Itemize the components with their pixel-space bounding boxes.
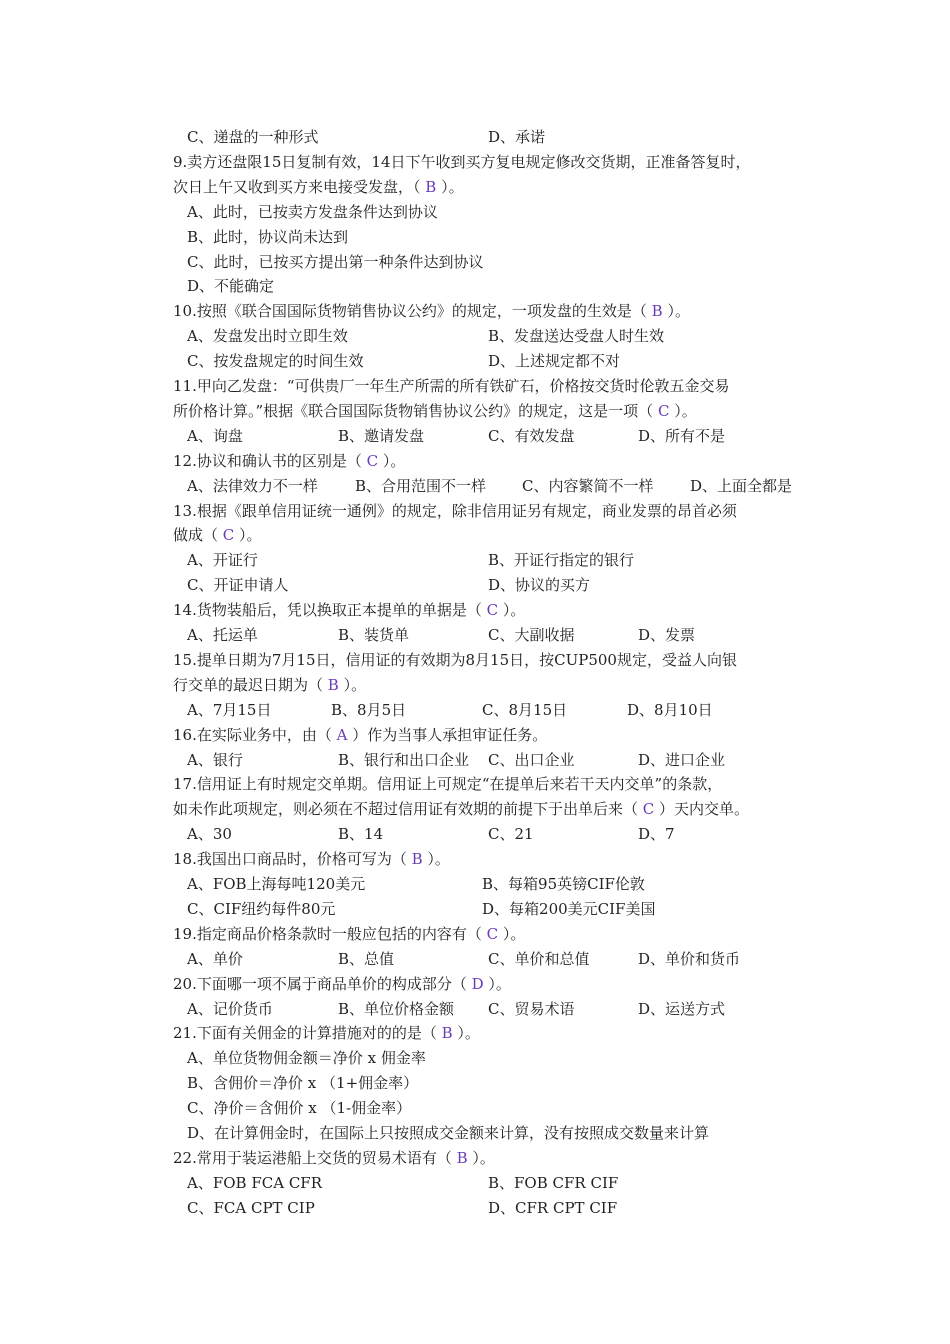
answer-option: C、内容繁简不一样 (522, 476, 654, 495)
question-text-tail: ）。 (467, 1148, 495, 1167)
answer-option: A、单价 (187, 949, 243, 968)
answer-letter: B (411, 850, 423, 869)
question-line (173, 449, 405, 474)
answer-option: A、此时，已按卖方发盘条件达到协议 (187, 202, 438, 221)
answer-option: B、8月5日 (331, 700, 407, 719)
answer-option: C、出口企业 (488, 750, 575, 769)
answer-option: A、FOB上海每吨120美元 (187, 875, 366, 893)
answer-option: D、每箱200美元CIF美国 (482, 899, 656, 918)
answer-option: A、托运单 (187, 626, 258, 644)
question-line (173, 175, 464, 200)
answer-option: C、净价＝含佣价 x （1-佣金率） (187, 1099, 412, 1118)
question-line (173, 922, 525, 947)
answer-option: C、贸易术语 (488, 999, 575, 1018)
answer-option: D、所有不是 (638, 426, 726, 445)
answer-option: A、30 (187, 825, 232, 844)
question-text: 17.信用证上有时规定交单期。信用证上可规定“在提单后来若干天内交单”的条款， (173, 775, 723, 794)
question-text: 12.协议和确认书的区别是（ (173, 451, 367, 470)
answer-option: D、承诺 (488, 128, 546, 146)
question-line (173, 723, 547, 748)
answer-letter: C (657, 401, 670, 420)
question-line (173, 399, 697, 424)
question-line (173, 1146, 495, 1171)
question-text-tail: ）。 (338, 675, 367, 694)
answer-option: D、发票 (638, 626, 696, 644)
answer-option: C、按发盘规定的时间生效 (187, 352, 364, 371)
answer-option: D、8月10日 (627, 700, 713, 719)
question-text-tail: ）。 (498, 601, 526, 620)
question-text-tail: ）。 (662, 302, 690, 321)
answer-option: D、协议的买方 (488, 576, 591, 595)
answer-letter: B (651, 302, 663, 321)
answer-letter: B (441, 1024, 453, 1043)
question-text-tail: ）。 (483, 974, 511, 993)
question-text: 22.常用于装运港船上交货的贸易术语有（ (173, 1148, 457, 1167)
question-text-tail: ）。 (422, 850, 450, 869)
answer-letter: C (486, 601, 499, 620)
question-text: 10.按照《联合国国际货物销售协议公约》的规定，一项发盘的生效是（ (173, 302, 652, 321)
answer-option: B、银行和出口企业 (338, 750, 470, 769)
answer-option: B、合用范围不一样 (355, 476, 487, 495)
answer-option: C、有效发盘 (488, 426, 575, 445)
question-text-tail: ）。 (378, 451, 406, 470)
answer-option: B、邀请发盘 (338, 426, 425, 445)
question-text: 做成（ (173, 526, 223, 545)
answer-letter: C (486, 924, 499, 943)
answer-option: A、7月15日 (187, 700, 272, 719)
answer-option: D、运送方式 (638, 999, 726, 1018)
answer-option: B、FOB CFR CIF (488, 1173, 619, 1192)
question-line (173, 523, 262, 548)
answer-option: B、单位价格金额 (338, 999, 455, 1018)
answer-option: C、此时，已按买方提出第一种条件达到协议 (187, 252, 484, 271)
answer-option: D、不能确定 (187, 277, 275, 296)
question-line (173, 598, 525, 623)
question-text: 11.甲向乙发盘：“可供贵厂一年生产所需的所有铁矿石，价格按交货时伦敦五金交易 (173, 377, 730, 395)
question-line (173, 772, 722, 797)
question-text-tail: ）。 (234, 526, 262, 545)
question-text-tail: ）天内交单。 (654, 800, 750, 819)
answer-letter: D (471, 974, 484, 993)
answer-option: A、询盘 (187, 426, 243, 445)
answer-option: D、CFR CPT CIF (488, 1198, 618, 1217)
answer-letter: C (642, 800, 655, 819)
answer-option: D、上面全都是 (690, 476, 793, 495)
answer-option: C、FCA CPT CIP (187, 1198, 315, 1217)
question-text: 9.卖方还盘限15日复制有效，14日下午收到买方复电规定修改交货期，正准备答复时， (173, 152, 751, 171)
answer-option: A、银行 (187, 750, 243, 769)
answer-letter: B (456, 1148, 468, 1167)
answer-option: C、21 (488, 825, 534, 844)
question-text: 行交单的最迟日期为（ (173, 675, 328, 694)
answer-option: B、14 (338, 825, 384, 844)
answer-option: C、单价和总值 (488, 949, 590, 968)
question-line (173, 972, 511, 997)
answer-option: A、单位货物佣金额＝净价 x 佣金率 (187, 1049, 426, 1068)
answer-option: D、单价和货币 (638, 949, 741, 968)
answer-option: B、每箱95英镑CIF伦敦 (482, 875, 645, 893)
question-text-tail: ）。 (498, 924, 526, 943)
answer-option: A、记价货币 (187, 999, 273, 1018)
answer-letter: A (336, 725, 348, 744)
answer-option: C、开证申请人 (187, 576, 289, 595)
question-text-tail: ）作为当事人承担审证任务。 (347, 725, 548, 744)
question-line (173, 1021, 480, 1046)
question-line (173, 673, 366, 698)
answer-option: D、在计算佣金时，在国际上只按照成交金额来计算，没有按照成交数量来计算 (187, 1124, 710, 1142)
question-text: 如未作此项规定，则必须在不超过信用证有效期的前提下于出单后来（ (173, 800, 643, 819)
question-text: 16.在实际业务中，由（ (173, 725, 337, 744)
answer-option: A、法律效力不一样 (187, 476, 318, 495)
question-line (173, 374, 730, 399)
question-text: 次日上午又收到买方来电接受发盘，（ (173, 177, 426, 196)
answer-option: D、7 (638, 825, 675, 844)
question-line (173, 847, 450, 872)
answer-option: B、此时，协议尚未达到 (187, 227, 349, 246)
answer-letter: C (222, 526, 235, 545)
answer-letter: B (425, 177, 437, 196)
answer-option: B、含佣价＝净价 x （1+佣金率） (187, 1074, 419, 1093)
question-text: 18.我国出口商品时，价格可写为（ (173, 850, 412, 869)
answer-option: C、递盘的一种形式 (187, 128, 319, 146)
answer-option: B、装货单 (338, 626, 410, 644)
answer-letter: C (366, 451, 379, 470)
answer-option: B、开证行指定的银行 (488, 551, 635, 570)
answer-letter: B (327, 675, 339, 694)
question-text: 14.货物装船后，凭以换取正本提单的单据是（ (173, 601, 487, 620)
answer-option: C、大副收据 (488, 626, 575, 644)
answer-option: C、CIF纽约每件80元 (187, 899, 336, 918)
answer-option: D、进口企业 (638, 750, 726, 769)
question-text: 20.下面哪一项不属于商品单价的构成部分（ (173, 974, 472, 993)
answer-option: C、8月15日 (482, 700, 568, 719)
answer-option: B、发盘送达受盘人时生效 (488, 327, 665, 346)
question-text-tail: ）。 (436, 177, 464, 196)
question-text: 15.提单日期为7月15日，信用证的有效期为8月15日，按CUP500规定，受益人向银 (173, 650, 737, 669)
question-text: 所价格计算。”根据《联合国国际货物销售协议公约》的规定，这是一项（ (173, 401, 658, 420)
question-text-tail: ）。 (452, 1024, 480, 1043)
question-text: 21.下面有关佣金的计算措施对的的是（ (173, 1024, 442, 1043)
answer-option: A、开证行 (187, 551, 258, 570)
answer-option: D、上述规定都不对 (488, 352, 621, 371)
question-line (173, 299, 690, 324)
answer-option: B、总值 (338, 949, 395, 968)
question-line (173, 499, 737, 524)
question-text: 19.指定商品价格条款时一般应包括的内容有（ (173, 924, 487, 943)
answer-option: A、发盘发出时立即生效 (187, 327, 348, 346)
question-line (173, 648, 737, 673)
answer-option: A、FOB FCA CFR (187, 1173, 322, 1192)
question-text: 13.根据《跟单信用证统一通例》的规定，除非信用证另有规定，商业发票的昂首必须 (173, 501, 737, 520)
question-line (173, 797, 749, 822)
question-text-tail: ）。 (669, 401, 697, 420)
question-line (173, 150, 751, 175)
